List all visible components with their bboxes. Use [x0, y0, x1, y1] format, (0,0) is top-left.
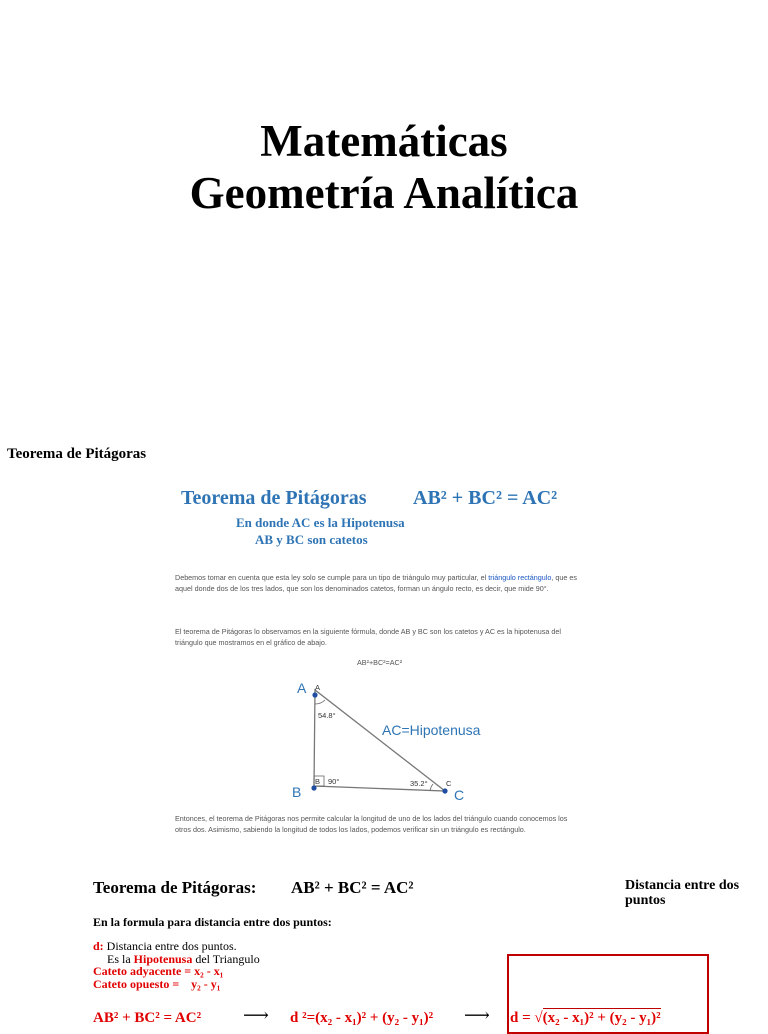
equation-2: d ²=(x₂ - x₁)² + (y₂ - y₁)² [290, 1010, 434, 1026]
triangulo-rectangulo-link[interactable]: triángulo rectángulo [488, 573, 552, 582]
angle-a-arc [315, 700, 325, 704]
formula-intro: En la formula para distancia entre dos puntos: [93, 915, 332, 929]
del-triangulo-text: del Triangulo [195, 952, 260, 966]
equation-3 [510, 1010, 661, 1027]
angle-b-label: 90° [328, 777, 340, 786]
figure-heading: Teorema de Pitágoras [181, 487, 367, 509]
vertex-a-small-label: A [315, 683, 321, 692]
cateto-opuesto-value: y₂ - y₁ [191, 977, 221, 991]
equation-1: AB² + BC² = AC² [93, 1010, 202, 1026]
figure-paragraph-3: Entonces, el teorema de Pitágoras nos permite calcular la longitud de uno de los lados del triángulo cuando conocemos los otros dos. Asimismo, sabiendo la longitud de todos los lados, podemos verificar sin un triángulo es rectángulo. [175, 814, 568, 834]
figure-small-formula: AB²+BC²=AC² [357, 658, 403, 667]
paragraph-text: Debemos tomar en cuenta que esta ley solo se cumple para un tipo de triángulo muy particular, el [175, 573, 489, 582]
angle-a-label: 54.8° [318, 711, 336, 720]
vertex-c-small-label: C [446, 779, 452, 788]
sqrt-prefix: d = √ [510, 1010, 543, 1026]
d-description: Distancia entre dos puntos. [106, 939, 237, 953]
cateto-adyacente: Cateto adyacente = x₂ - x₁ [93, 964, 224, 978]
sqrt-radicand: (x₂ - x₁)² + (y₂ - y₁)² [542, 1010, 661, 1026]
vertex-b-point [311, 785, 316, 790]
angle-c-label: 35.2° [410, 779, 428, 788]
figure-formula: AB² + BC² = AC² [413, 487, 558, 509]
section-heading: Teorema de Pitágoras [7, 446, 147, 462]
title-line-1: Matemáticas [260, 116, 508, 166]
vertex-c-point [442, 788, 447, 793]
lower-heading: Teorema de Pitágoras: [93, 878, 257, 897]
es-la-text: Es la [107, 952, 131, 966]
triangle-shape [314, 690, 445, 791]
vertex-b-small-label: B [315, 777, 321, 786]
distance-title: Distancia entre dos puntos [625, 878, 740, 908]
cateto-opuesto-label: Cateto opuesto = [93, 977, 180, 991]
figure-subtitle-2: AB y BC son catetos [255, 532, 368, 547]
paragraph-text: , que es aquel donde dos de los tres lados, que son los denominados catetos, forman un ángulo recto, es decir, que mide 90°. [175, 573, 577, 593]
hypotenuse-label: AC=Hipotenusa [382, 722, 481, 738]
figure-paragraph-1 [175, 572, 585, 594]
cateto-opuesto [93, 978, 220, 991]
vertex-c-label: C [454, 787, 465, 803]
figure-subtitle-1: En donde AC es la Hipotenusa [236, 515, 405, 530]
hipotenusa-word: Hipotenusa [133, 952, 193, 966]
lower-formula: AB² + BC² = AC² [291, 878, 414, 897]
triangle-diagram [280, 676, 490, 806]
title-line-2: Geometría Analítica [189, 168, 579, 218]
arrow-1: ⟶ [243, 1005, 269, 1025]
vertex-a-point [312, 692, 317, 697]
figure-paragraph-2: El teorema de Pitágoras lo observamos en la siguiente fórmula, donde AB y BC son los catetos y AC es la hipotenusa del triángulo que mostramos en el gráfico de abajo. [175, 627, 561, 647]
d-label: d: [93, 939, 104, 953]
arrow-2: ⟶ [464, 1005, 490, 1025]
vertex-b-label: B [292, 784, 302, 800]
vertex-a-label: A [297, 680, 307, 696]
